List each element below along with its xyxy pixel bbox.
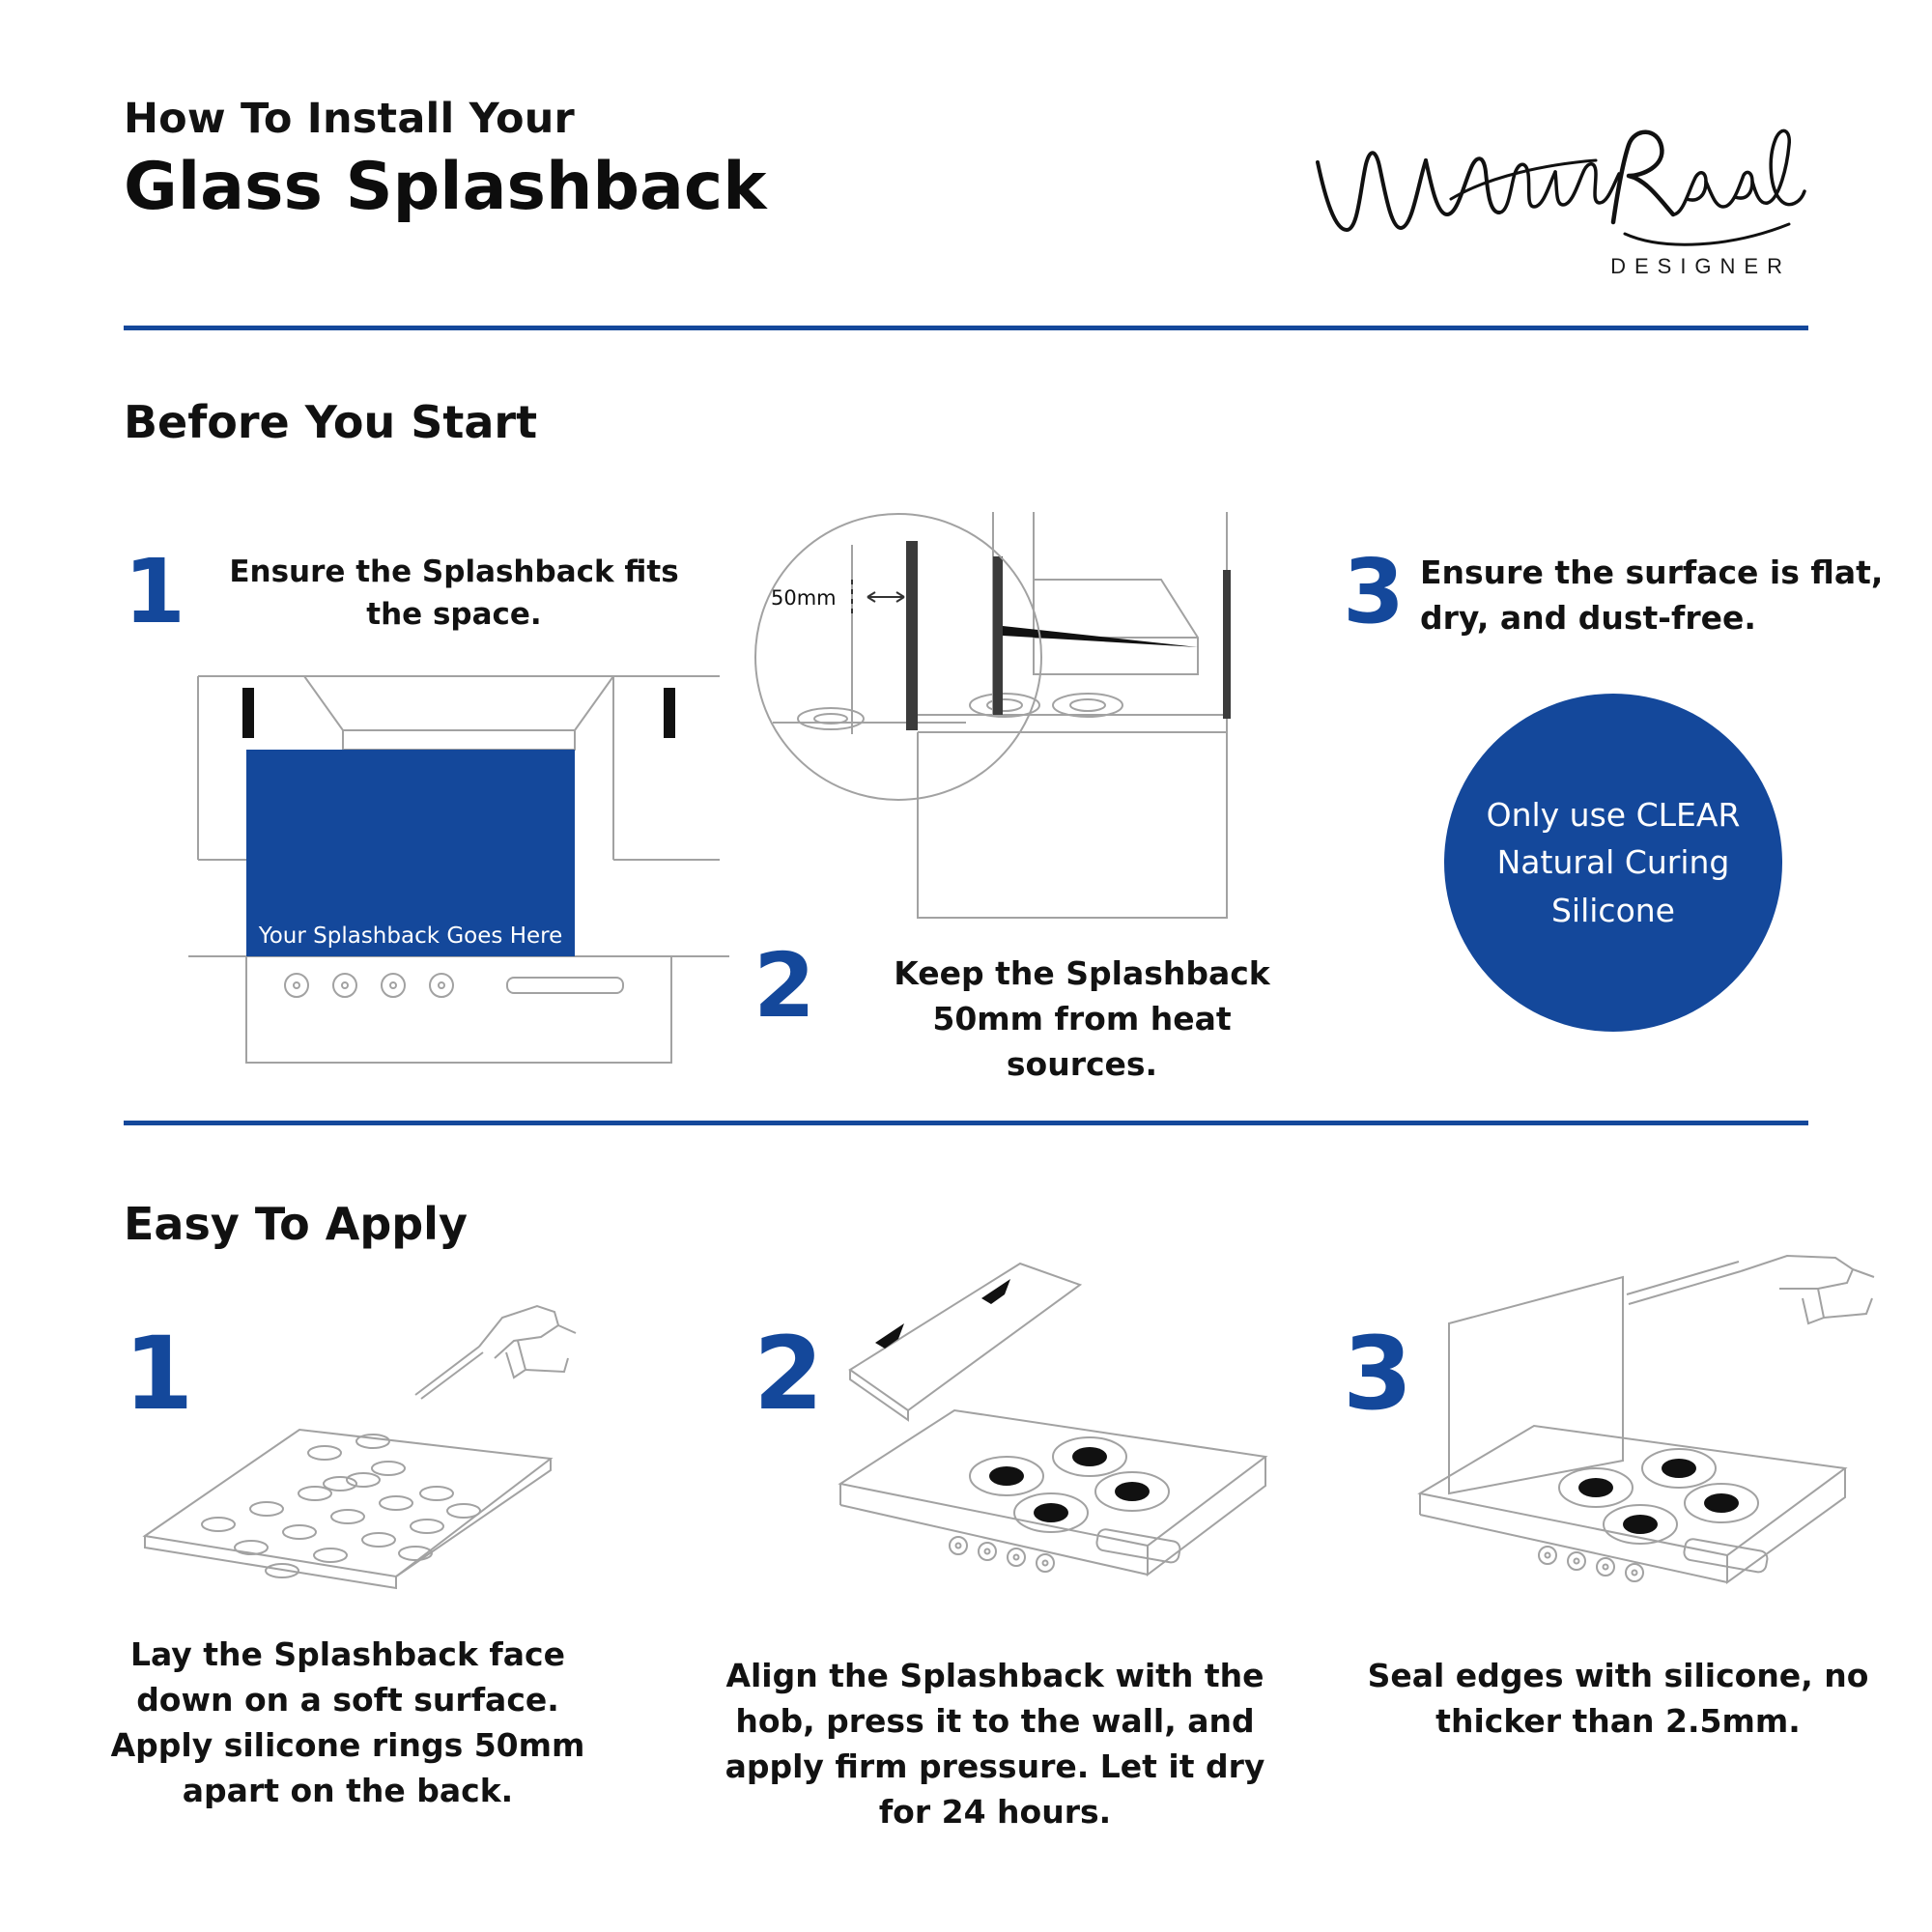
step-text-before-3: Ensure the surface is flat, dry, and dust-free. [1420, 554, 1884, 637]
splashback-placeholder-label: Your Splashback Goes Here [258, 923, 563, 949]
silicone-callout-badge [1444, 694, 1782, 1032]
illustration-apply-align [840, 1256, 1323, 1623]
brand-logo-subtitle: DESIGNER [1610, 254, 1791, 278]
section-heading-before-you-start: Before You Start [124, 396, 538, 448]
step-text-apply-1: Lay the Splashback face down on a soft surface. Apply silicone rings 50mm apart on the back. [110, 1635, 585, 1809]
illustration-apply-silicone-rings [135, 1294, 589, 1613]
step-number-before-3: 3 [1343, 540, 1406, 643]
step-number-apply-2: 2 [753, 1315, 824, 1433]
step-number-before-1: 1 [124, 540, 186, 643]
page-title: Glass Splashback [124, 149, 767, 226]
brand-logo [1306, 106, 1808, 285]
step-text-before-1: Ensure the Splashback fits the space. [229, 554, 679, 633]
svg-text:50mm: 50mm [771, 586, 837, 610]
step-text-before-2: Keep the Splashback 50mm from heat sources. [894, 954, 1270, 1083]
section-heading-easy-to-apply: Easy To Apply [124, 1198, 468, 1250]
step-number-before-2: 2 [753, 934, 816, 1037]
divider-middle [124, 1121, 1808, 1125]
illustration-heat-clearance [744, 512, 1323, 937]
illustration-splashback-fit [188, 667, 729, 1053]
poster-header [124, 97, 1808, 290]
divider-top [124, 326, 1808, 330]
silicone-callout-text: Only use CLEAR Natural Curing Silicone [1486, 795, 1741, 929]
page-title-small: How To Install Your [124, 95, 575, 143]
step-number-apply-1: 1 [124, 1315, 194, 1433]
illustration-apply-seal-edges [1420, 1256, 1903, 1623]
step-text-apply-2: Align the Splashback with the hob, press it to the wall, and apply firm pressure. Let it dry for 24 hours. [724, 1657, 1265, 1831]
step-text-apply-3: Seal edges with silicone, no thicker than 2.5mm. [1367, 1657, 1869, 1740]
step-number-apply-3: 3 [1343, 1315, 1413, 1433]
